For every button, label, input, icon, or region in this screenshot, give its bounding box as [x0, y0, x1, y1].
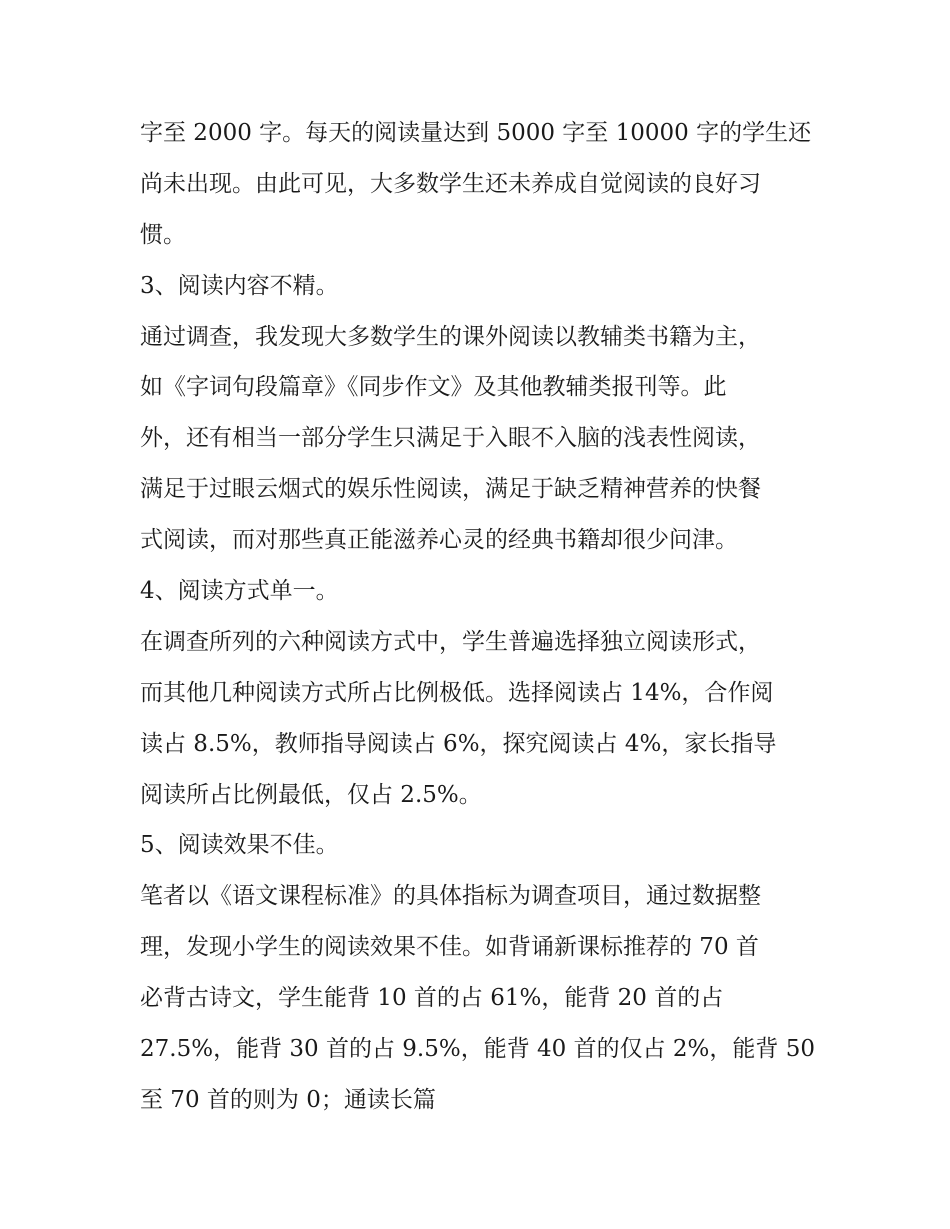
body-text [140, 108, 820, 1126]
text-line: 理，发现小学生的阅读效果不佳。如背诵新课标推荐的 70 首 [140, 934, 759, 961]
text-line: 至 70 首的则为 0；通读长篇 [140, 1086, 436, 1113]
text-line: 通过调查，我发现大多数学生的课外阅读以教辅类书籍为主， [140, 323, 761, 350]
text-line: 字至 2000 字。每天的阅读量达到 5000 字至 10000 字的学生还 [140, 120, 812, 146]
section-heading: 3、阅读内容不精。 [140, 272, 339, 299]
text-line: 读占 8.5%，教师指导阅读占 6%，探究阅读占 4%，家长指导 [140, 730, 777, 757]
text-line: 尚未出现。由此可见，大多数学生还未养成自觉阅读的良好习 [140, 170, 761, 197]
text-line: 外，还有相当一部分学生只满足于入眼不入脑的浅表性阅读， [140, 425, 761, 452]
text-line: 笔者以《语文课程标准》的具体指标为调查项目，通过数据整 [140, 883, 761, 910]
text-line: 27.5%，能背 30 首的占 9.5%，能背 40 首的仅占 2%，能背 50 [140, 1036, 815, 1063]
text-line: 必背古诗文，学生能背 10 首的占 61%，能背 20 首的占 [140, 985, 724, 1012]
text-line: 惯。 [140, 221, 186, 248]
text-line: 满足于过眼云烟式的娱乐性阅读，满足于缺乏精神营养的快餐 [140, 476, 761, 503]
text-line: 在调查所列的六种阅读方式中，学生普遍选择独立阅读形式， [140, 628, 761, 655]
section-heading: 5、阅读效果不佳。 [140, 832, 339, 859]
text-line: 阅读所占比例最低，仅占 2.5%。 [140, 781, 482, 808]
text-line: 如《字词句段篇章》《同步作文》及其他教辅类报刊等。此 [140, 374, 727, 401]
text-line: 而其他几种阅读方式所占比例极低。选择阅读占 14%，合作阅 [140, 679, 774, 706]
text-line: 式阅读，而对那些真正能滋养心灵的经典书籍却很少问津。 [140, 527, 738, 554]
section-heading: 4、阅读方式单一。 [140, 578, 339, 605]
